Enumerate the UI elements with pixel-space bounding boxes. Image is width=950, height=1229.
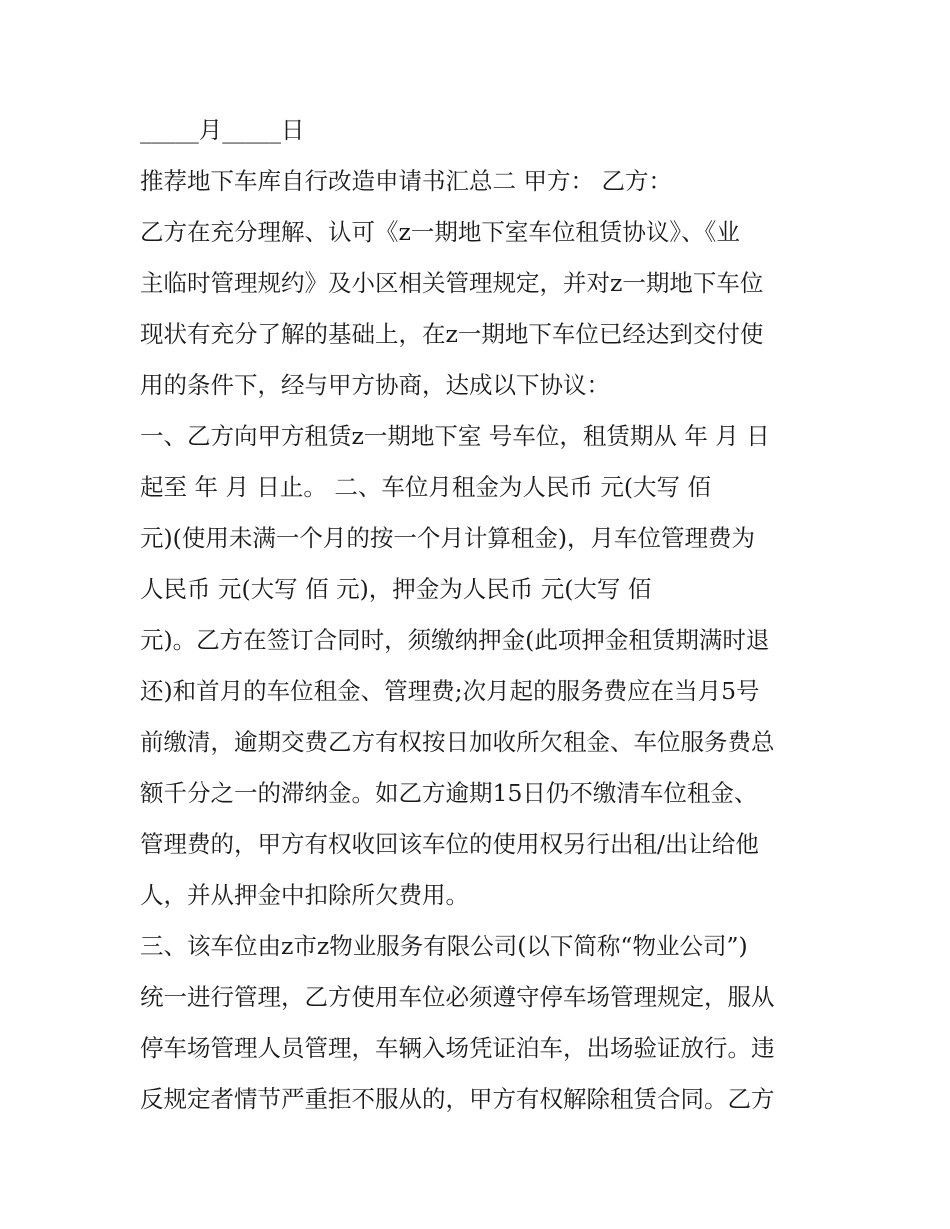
body-line: 乙方在充分理解、认可《z一期地下室车位租赁协议》、《业: [140, 218, 740, 246]
body-line: 用的条件下，经与甲方协商，达成以下协议：: [140, 371, 610, 399]
body-line: 前缴清，逾期交费乙方有权按日加收所欠租金、车位服务费总: [140, 728, 775, 756]
document-body: [140, 108, 820, 1128]
body-line: 起至 年 月 日止。 二、车位月租金为人民币 元(大写 佰: [140, 473, 711, 501]
body-line: 现状有充分了解的基础上，在z一期地下车位已经达到交付使: [140, 320, 764, 348]
body-line: 人民币 元(大写 佰 元)，押金为人民币 元(大写 佰: [140, 575, 652, 603]
body-line: 一、乙方向甲方租赁z一期地下室 号车位，租赁期从 年 月 日: [140, 422, 770, 450]
body-line: 管理费的，甲方有权收回该车位的使用权另行出租/出让给他: [140, 830, 759, 858]
title-line: 推荐地下车库自行改造申请书汇总二 甲方： 乙方：: [140, 167, 672, 195]
body-line: 还)和首月的车位租金、管理费;次月起的服务费应在当月5号: [140, 677, 760, 705]
body-line: 元)(使用未满一个月的按一个月计算租金)，月车位管理费为: [140, 524, 756, 552]
body-line: 额千分之一的滞纳金。如乙方逾期15日仍不缴清车位租金、: [140, 779, 758, 807]
body-line: 三、该车位由z市z物业服务有限公司(以下简称“物业公司”): [140, 932, 748, 960]
body-line: 停车场管理人员管理，车辆入场凭证泊车，出场验证放行。违: [140, 1034, 775, 1062]
body-line: 人，并从押金中扣除所欠费用。: [140, 881, 469, 909]
date-line: _____月_____日: [140, 116, 305, 144]
body-line: 元)。乙方在签订合同时，须缴纳押金(此项押金租赁期满时退: [140, 626, 770, 654]
body-line: 统一进行管理，乙方使用车位必须遵守停车场管理规定，服从: [140, 983, 775, 1011]
body-line: 反规定者情节严重拒不服从的，甲方有权解除租赁合同。乙方: [140, 1085, 775, 1113]
body-line: 主临时管理规约》及小区相关管理规定，并对z一期地下车位: [140, 269, 764, 297]
